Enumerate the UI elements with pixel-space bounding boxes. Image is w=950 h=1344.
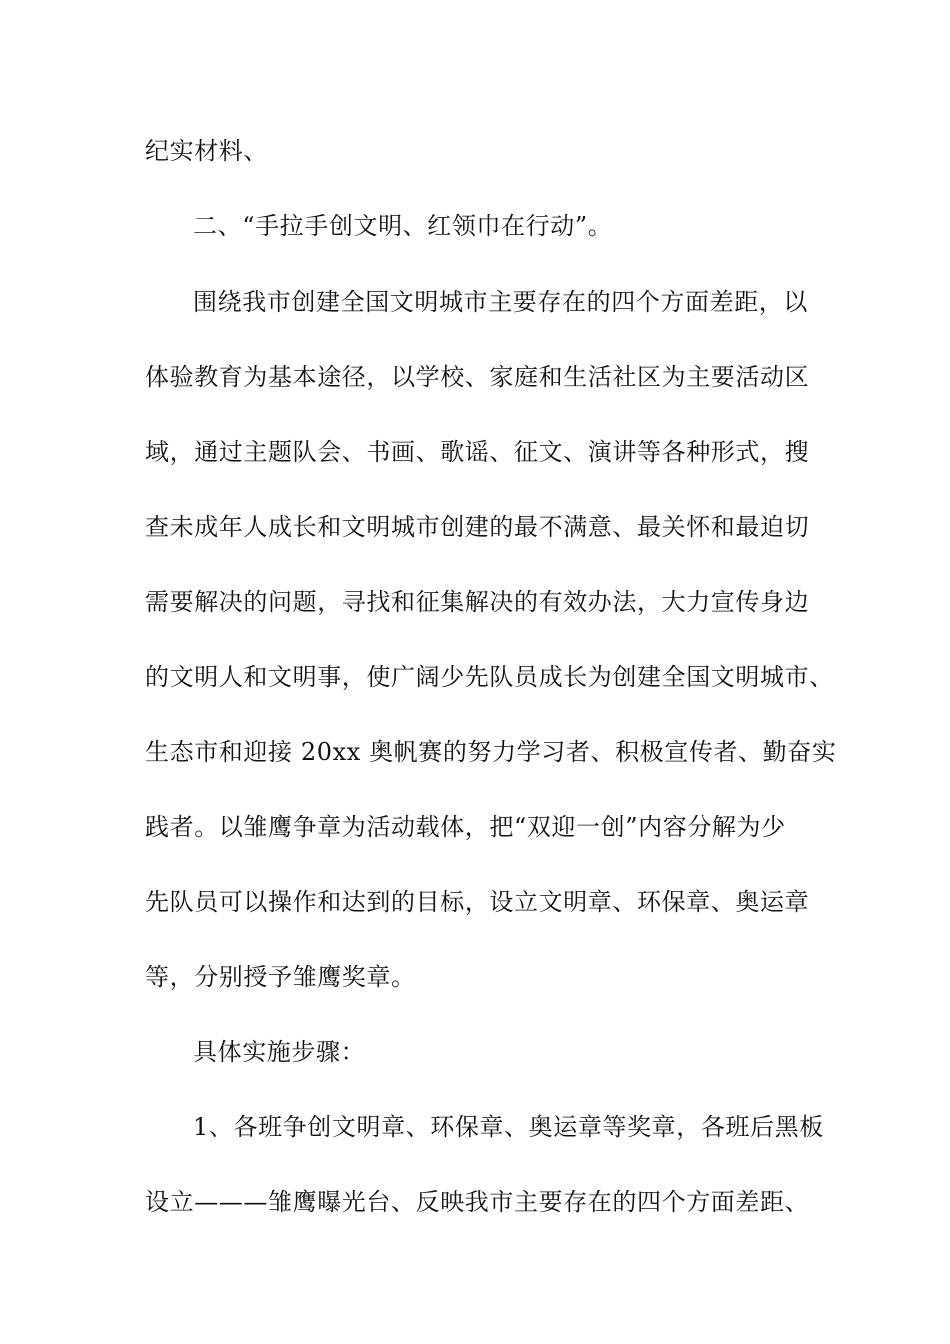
section-heading: 二、“手拉手创文明、红领巾在行动”。: [193, 212, 613, 240]
paragraph-line-4: 查未成年人成长和文明城市创建的最不满意、最关怀和最迫切: [145, 513, 810, 541]
step-1-line-2: 设立———雏鹰曝光台、反映我市主要存在的四个方面差距、: [145, 1188, 810, 1216]
paragraph-line-6: 的文明人和文明事，使广阔少先队员成长为创建全国文明城市、: [145, 663, 834, 691]
steps-heading: 具体实施步骤：: [193, 1038, 366, 1066]
paragraph-line-2: 体验教育为基本途径，以学校、家庭和生活社区为主要活动区: [145, 363, 810, 391]
paragraph-line-3: 域，通过主题队会、书画、歌谣、征文、演讲等各种形式，搜: [145, 438, 810, 466]
paragraph-line-8: 践者。以雏鹰争章为活动载体，把“双迎一创”内容分解为少: [145, 813, 786, 841]
step-1-line-1: 1、各班争创文明章、环保章、奥运章等奖章，各班后黑板: [193, 1113, 824, 1141]
paragraph-line-10: 等，分别授予雏鹰奖章。: [145, 963, 416, 991]
paragraph-line-1: 围绕我市创建全国文明城市主要存在的四个方面差距，以: [193, 288, 808, 316]
paragraph-line-7: 生态市和迎接 20xx 奥帆赛的努力学习者、积极宣传者、勤奋实: [145, 738, 837, 766]
paragraph-line-9: 先队员可以操作和达到的目标，设立文明章、环保章、奥运章: [145, 888, 810, 916]
text-line-1: 纪实材料、: [145, 137, 268, 165]
paragraph-line-5: 需要解决的问题，寻找和征集解决的有效办法，大力宣传身边: [145, 588, 810, 616]
